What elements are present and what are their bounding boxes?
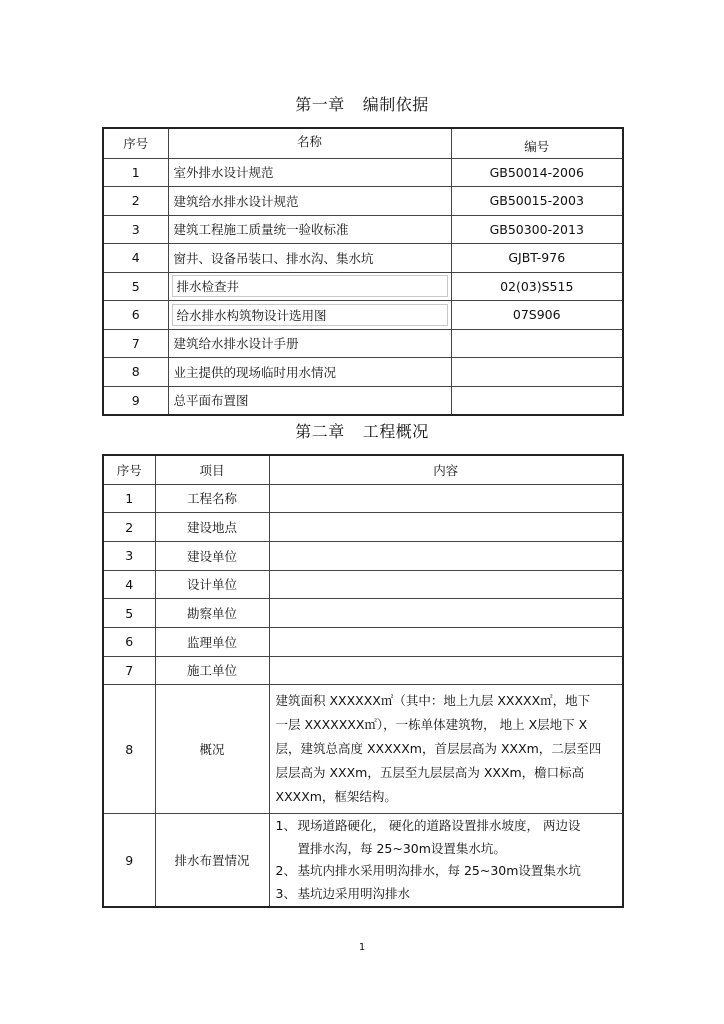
row-item: 建设单位 bbox=[155, 541, 269, 570]
list-item bbox=[276, 860, 619, 883]
overview-description bbox=[269, 685, 623, 814]
row-no: 5 bbox=[103, 272, 168, 301]
overview-line: 建筑面积 XXXXXX㎡（其中：地上九层 XXXXX㎡，地下 bbox=[275, 693, 591, 709]
chapter1-title bbox=[0, 92, 724, 115]
row-code: GB50015-2003 bbox=[451, 187, 623, 216]
row-no: 9 bbox=[103, 814, 155, 908]
row-name: 室外排水设计规范 bbox=[168, 158, 451, 187]
list-number: 2、 bbox=[275, 863, 296, 879]
overview-line: 一层 XXXXXXX㎡），一栋单体建筑物， 地上 X层地下 X bbox=[275, 717, 588, 733]
table-row bbox=[103, 599, 623, 628]
chapter2-title-text: 工程概况 bbox=[362, 422, 429, 441]
row-code: GJBT-976 bbox=[451, 244, 623, 273]
row-name: 业主提供的现场临时用水情况 bbox=[168, 358, 451, 387]
row-no: 3 bbox=[103, 215, 168, 244]
row-no: 4 bbox=[103, 244, 168, 273]
row-item: 排水布置情况 bbox=[155, 814, 269, 908]
row-no: 4 bbox=[103, 570, 155, 599]
row-no: 6 bbox=[103, 627, 155, 656]
row-code bbox=[451, 329, 623, 358]
table-row bbox=[103, 513, 623, 542]
row-item: 施工单位 bbox=[155, 656, 269, 685]
row-no: 7 bbox=[103, 656, 155, 685]
overview-line: 层，建筑总高度 XXXXXm，首层层高为 XXXm，二层至四 bbox=[275, 741, 602, 757]
row-content bbox=[269, 627, 623, 656]
row-content bbox=[269, 599, 623, 628]
row-item: 概况 bbox=[155, 685, 269, 814]
list-text: 置排水沟，每 25~30m设置集水坑。 bbox=[297, 840, 506, 856]
chapter1-title-number: 第一章 bbox=[295, 95, 345, 114]
row-no: 9 bbox=[103, 386, 168, 415]
table-row-drainage bbox=[103, 814, 623, 908]
row-name: 给水排水构筑物设计选用图 bbox=[172, 304, 448, 326]
page-number: 1 bbox=[358, 942, 366, 953]
table-row bbox=[103, 301, 623, 330]
table-row bbox=[103, 627, 623, 656]
list-item bbox=[276, 883, 619, 906]
overview-table-header bbox=[103, 455, 623, 484]
table-row bbox=[103, 484, 623, 513]
table-row bbox=[103, 244, 623, 273]
row-content bbox=[269, 484, 623, 513]
row-no: 8 bbox=[103, 685, 155, 814]
row-code: GB50300-2013 bbox=[451, 215, 623, 244]
row-code: 02(03)S515 bbox=[451, 272, 623, 301]
row-name: 建筑给水排水设计规范 bbox=[168, 187, 451, 216]
list-item bbox=[276, 815, 619, 838]
row-item: 设计单位 bbox=[155, 570, 269, 599]
row-code: 07S906 bbox=[451, 301, 623, 330]
table-row bbox=[103, 656, 623, 685]
row-no: 1 bbox=[103, 158, 168, 187]
basis-table-header bbox=[103, 128, 623, 158]
row-no: 1 bbox=[103, 484, 155, 513]
row-no: 7 bbox=[103, 329, 168, 358]
chapter2-title bbox=[0, 419, 724, 442]
list-text: 基坑内排水采用明沟排水，每 25~30m设置集水坑 bbox=[297, 863, 581, 879]
row-code: GB50014-2006 bbox=[451, 158, 623, 187]
row-name-cell bbox=[168, 272, 451, 301]
header-no: 序号 bbox=[103, 128, 168, 158]
header-content: 内容 bbox=[269, 455, 623, 484]
row-no: 6 bbox=[103, 301, 168, 330]
chapter2-title-number: 第二章 bbox=[295, 422, 345, 441]
header-no: 序号 bbox=[103, 455, 155, 484]
table-row bbox=[103, 570, 623, 599]
list-text: 基坑边采用明沟排水 bbox=[297, 885, 411, 901]
row-name: 总平面布置图 bbox=[168, 386, 451, 415]
list-number: 3、 bbox=[275, 885, 296, 901]
table-row bbox=[103, 272, 623, 301]
row-no: 3 bbox=[103, 541, 155, 570]
table-row bbox=[103, 386, 623, 415]
chapter1-title-text: 编制依据 bbox=[362, 95, 429, 114]
overview-line: XXXXm，框架结构。 bbox=[275, 789, 397, 805]
basis-table bbox=[102, 127, 624, 416]
row-content bbox=[269, 656, 623, 685]
row-content bbox=[269, 570, 623, 599]
table-row-overview bbox=[103, 685, 623, 814]
table-row bbox=[103, 329, 623, 358]
table-row bbox=[103, 541, 623, 570]
overview-line: 层层高为 XXXm，五层至九层层高为 XXXm，檐口标高 bbox=[275, 765, 585, 781]
row-content bbox=[269, 513, 623, 542]
overview-table bbox=[102, 454, 624, 908]
header-code: 编号 bbox=[451, 128, 623, 158]
row-no: 2 bbox=[103, 187, 168, 216]
row-no: 8 bbox=[103, 358, 168, 387]
row-name: 建筑给水排水设计手册 bbox=[168, 329, 451, 358]
row-item: 勘察单位 bbox=[155, 599, 269, 628]
header-item: 项目 bbox=[155, 455, 269, 484]
table-row bbox=[103, 158, 623, 187]
row-item: 工程名称 bbox=[155, 484, 269, 513]
header-name: 名称 bbox=[168, 128, 451, 158]
row-name: 窗井、设备吊装口、排水沟、集水坑 bbox=[168, 244, 451, 273]
list-number: 1、 bbox=[275, 818, 296, 834]
row-no: 2 bbox=[103, 513, 155, 542]
table-row bbox=[103, 358, 623, 387]
row-name-cell bbox=[168, 301, 451, 330]
drainage-description bbox=[269, 814, 623, 908]
row-code bbox=[451, 386, 623, 415]
table-row bbox=[103, 187, 623, 216]
row-name: 排水检查井 bbox=[172, 275, 448, 297]
table-row bbox=[103, 215, 623, 244]
row-item: 建设地点 bbox=[155, 513, 269, 542]
row-no: 5 bbox=[103, 599, 155, 628]
list-item bbox=[276, 838, 619, 861]
list-text: 现场道路硬化， 硬化的道路设置排水坡度， 两边设 bbox=[297, 818, 581, 834]
row-code bbox=[451, 358, 623, 387]
row-item: 监理单位 bbox=[155, 627, 269, 656]
row-name: 建筑工程施工质量统一验收标准 bbox=[168, 215, 451, 244]
row-content bbox=[269, 541, 623, 570]
